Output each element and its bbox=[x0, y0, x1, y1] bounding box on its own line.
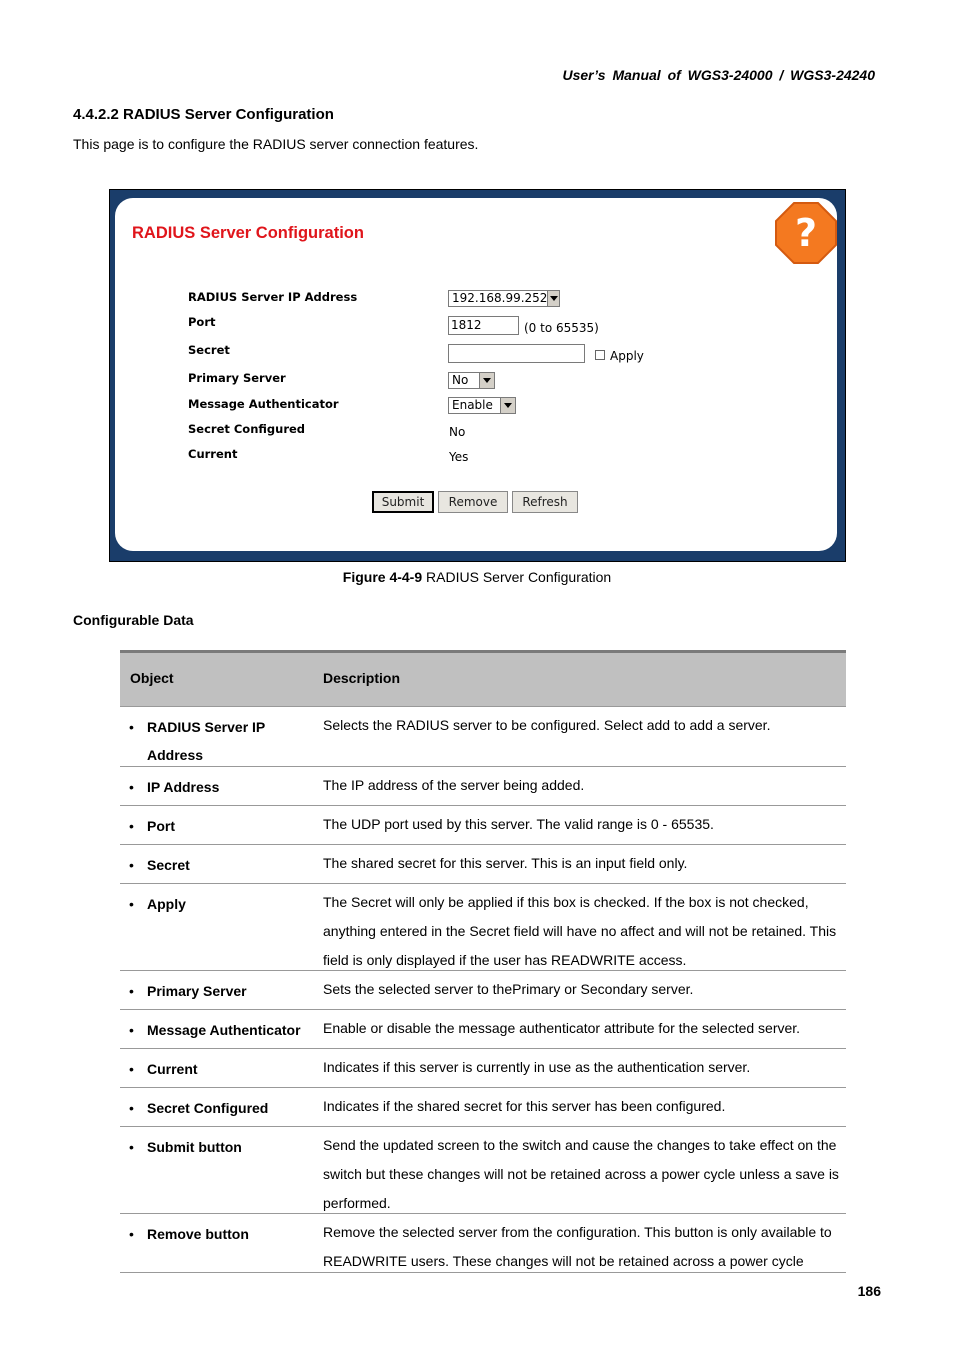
row-object: Message Authenticator bbox=[147, 1022, 301, 1038]
bullet: • bbox=[129, 1226, 134, 1242]
panel-title: RADIUS Server Configuration bbox=[132, 224, 364, 242]
table-row bbox=[120, 1127, 846, 1214]
row-description: The shared secret for this server. This is an input field only. bbox=[323, 855, 688, 871]
message-authenticator-label: Message Authenticator bbox=[188, 397, 339, 411]
row-object: Primary Server bbox=[147, 983, 247, 999]
row-description: The UDP port used by this server. The valid range is 0 - 65535. bbox=[323, 816, 714, 832]
table-row bbox=[120, 1010, 846, 1049]
row-description: Selects the RADIUS server to be configured. Select add to add a server. bbox=[323, 717, 771, 733]
help-icon-glyph: ? bbox=[794, 211, 818, 255]
row-object: Secret bbox=[147, 857, 190, 873]
row-description: Enable or disable the message authenticator attribute for the selected server. bbox=[323, 1020, 801, 1036]
config-panel bbox=[115, 198, 837, 551]
bullet: • bbox=[129, 983, 134, 999]
primary-server-select[interactable] bbox=[448, 372, 495, 389]
apply-checkbox[interactable] bbox=[595, 350, 605, 360]
row-object: Submit button bbox=[147, 1139, 242, 1155]
screenshot-frame bbox=[109, 189, 846, 562]
table-row bbox=[120, 767, 846, 806]
object-column-header: Object bbox=[130, 670, 174, 686]
help-icon[interactable] bbox=[774, 201, 838, 265]
current-value: Yes bbox=[449, 450, 469, 464]
table-row bbox=[120, 971, 846, 1010]
figure-label: Figure 4-4-9 bbox=[342, 569, 423, 585]
row-object: RADIUS Server IP Address bbox=[147, 719, 266, 763]
row-description: Sets the selected server to thePrimary or Secondary server. bbox=[323, 981, 694, 997]
remove-button[interactable]: Remove bbox=[438, 491, 508, 513]
row-description: Indicates if this server is currently in use as the authentication server. bbox=[323, 1059, 751, 1075]
port-label: Port bbox=[188, 315, 216, 329]
current-label: Current bbox=[188, 447, 238, 461]
row-object: Remove button bbox=[147, 1226, 249, 1242]
row-description: Remove the selected server from the configuration. This button is only available to READWRITE users. These changes will not be retained across a power cycle bbox=[323, 1224, 832, 1269]
bullet: • bbox=[129, 719, 134, 735]
row-object: Apply bbox=[147, 896, 186, 912]
ip-address-select[interactable] bbox=[448, 290, 560, 307]
table-row bbox=[120, 1049, 846, 1088]
message-authenticator-value: Enable bbox=[452, 398, 493, 412]
description-column-header: Description bbox=[323, 670, 401, 686]
bullet: • bbox=[129, 779, 134, 795]
row-description: Indicates if the shared secret for this server has been configured. bbox=[323, 1098, 726, 1114]
bullet: • bbox=[129, 857, 134, 873]
figure-caption bbox=[0, 569, 954, 585]
bullet: • bbox=[129, 1100, 134, 1116]
port-input[interactable]: 1812 bbox=[448, 316, 519, 335]
manual-header: User’s Manual of WGS3-24000 / WGS3-24240 bbox=[562, 67, 875, 83]
table-row bbox=[120, 707, 846, 767]
figure-text: RADIUS Server Configuration bbox=[422, 569, 612, 585]
table-row bbox=[120, 884, 846, 971]
bullet: • bbox=[129, 1139, 134, 1155]
table-row bbox=[120, 1214, 846, 1273]
table-row bbox=[120, 1088, 846, 1127]
bullet: • bbox=[129, 896, 134, 912]
apply-label: Apply bbox=[610, 349, 644, 363]
page-number: 186 bbox=[857, 1283, 881, 1299]
row-object: Port bbox=[147, 818, 175, 834]
table-row bbox=[120, 806, 846, 845]
row-object: Current bbox=[147, 1061, 198, 1077]
row-description: The IP address of the server being added. bbox=[323, 777, 585, 793]
row-description: Send the updated screen to the switch and cause the changes to take effect on the switch but these changes will not be retained across a power cycle unless a save is performed. bbox=[323, 1137, 839, 1211]
chevron-down-icon[interactable] bbox=[547, 291, 559, 306]
bullet: • bbox=[129, 1022, 134, 1038]
bullet: • bbox=[129, 818, 134, 834]
configurable-data-title: Configurable Data bbox=[73, 612, 194, 628]
chevron-down-icon[interactable] bbox=[479, 373, 494, 388]
secret-configured-value: No bbox=[449, 425, 466, 439]
message-authenticator-select[interactable] bbox=[448, 397, 516, 414]
row-object: Secret Configured bbox=[147, 1100, 269, 1116]
row-object: IP Address bbox=[147, 779, 220, 795]
secret-configured-label: Secret Configured bbox=[188, 422, 306, 436]
section-title: 4.4.2.2 RADIUS Server Configuration bbox=[73, 106, 334, 123]
submit-button[interactable]: Submit bbox=[372, 491, 434, 513]
ip-address-label: RADIUS Server IP Address bbox=[188, 290, 358, 304]
port-range-hint: (0 to 65535) bbox=[524, 321, 599, 335]
primary-server-label: Primary Server bbox=[188, 371, 286, 385]
bullet: • bbox=[129, 1061, 134, 1077]
table-header bbox=[120, 653, 846, 707]
secret-input[interactable] bbox=[448, 344, 585, 363]
secret-label: Secret bbox=[188, 343, 230, 357]
chevron-down-icon[interactable] bbox=[500, 398, 515, 413]
intro-text: This page is to configure the RADIUS server connection features. bbox=[73, 136, 479, 152]
row-description: The Secret will only be applied if this box is checked. If the box is not checked, anything entered in the Secret field will have no affect and will not be retained. This field is only displayed if the user has READWRITE access. bbox=[323, 894, 837, 968]
refresh-button[interactable]: Refresh bbox=[512, 491, 578, 513]
ip-address-value: 192.168.99.252 bbox=[452, 291, 548, 305]
table-row bbox=[120, 845, 846, 884]
primary-server-value: No bbox=[452, 373, 469, 387]
